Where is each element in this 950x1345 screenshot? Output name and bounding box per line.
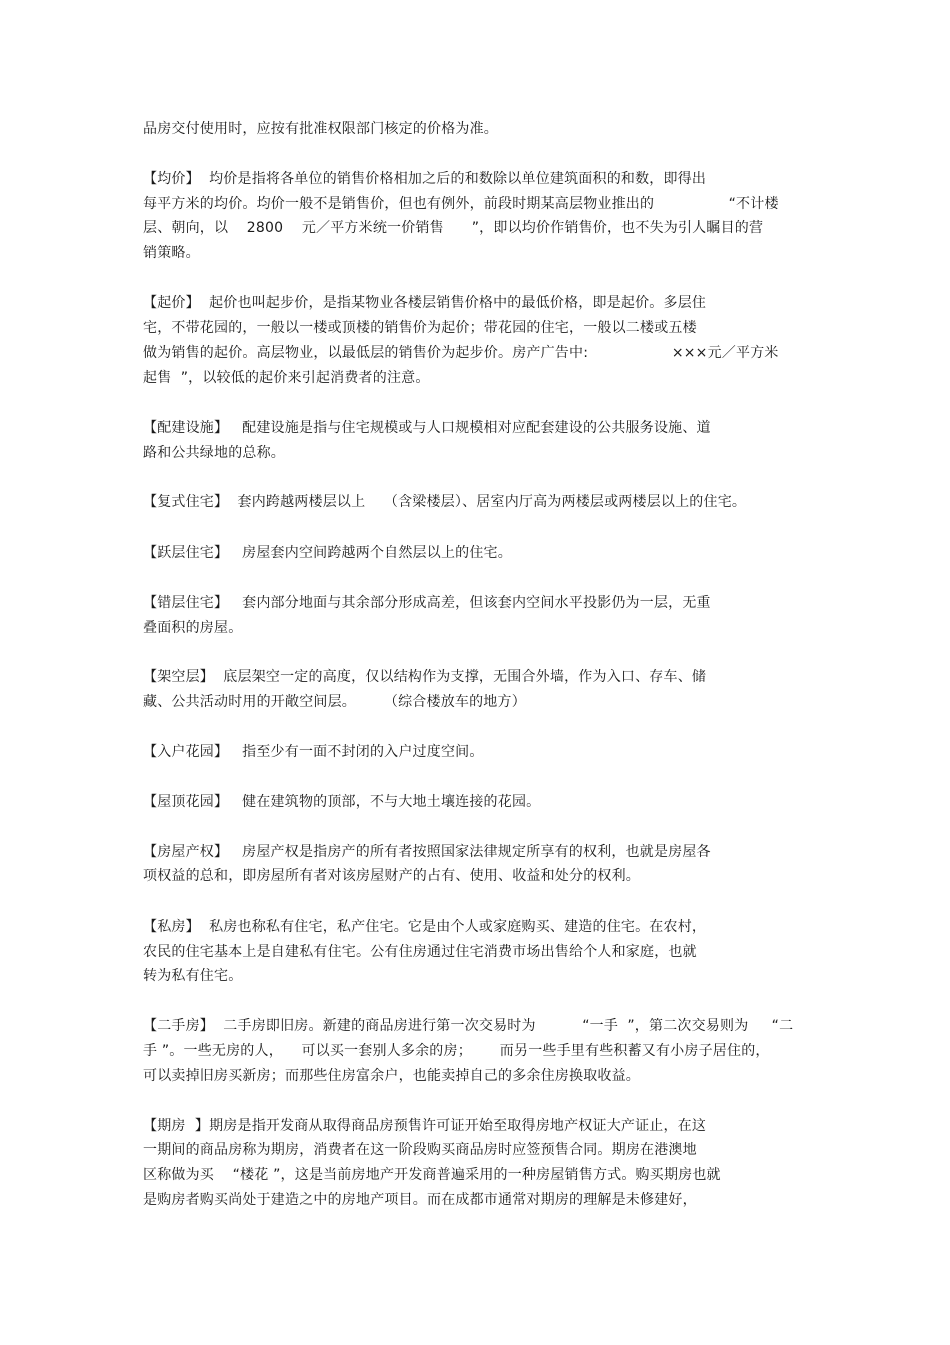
text-line: 藏、公共活动时用的开敞空间层。 （综合楼放车的地方）: [143, 694, 526, 710]
text-line: 品房交付使用时，应按有批准权限部门核定的价格为准。: [143, 121, 498, 137]
text-line: 农民的住宅基本上是自建私有住宅。公有住房通过住宅消费市场出售给个人和家庭，也就: [143, 944, 697, 960]
text-line: 销策略。: [143, 245, 200, 261]
text-line: 手 ”。一些无房的人， 可以买一套别人多余的房； 而另一些手里有些积蓄又有小房子居住的，: [143, 1043, 770, 1059]
text-line: 【架空层】 底层架空一定的高度，仅以结构作为支撑，无围合外墙，作为入口、存车、储: [143, 669, 707, 685]
text-line: 每平方米的均价。均价一般不是销售价，但也有例外，前段时期某高层物业推出的 “不计楼: [143, 196, 779, 212]
text-line: 区称做为买 “楼花 ”，这是当前房地产开发商普遍采用的一种房屋销售方式。购买期房也就: [143, 1167, 721, 1183]
text-line: 项权益的总和，即房屋所有者对该房屋财产的占有、使用、收益和处分的权利。: [143, 868, 640, 884]
text-line: 层、朝向，以 2800 元／平方米统一价销售 ”，即以均价作销售价，也不失为引人瞩目的营: [143, 220, 764, 236]
text-line: 路和公共绿地的总称。: [143, 445, 285, 461]
text-line: 【起价】 起价也叫起步价，是指某物业各楼层销售价格中的最低价格，即是起价。多层住: [143, 295, 707, 311]
text-line: 【跃层住宅】 房屋套内空间跨越两个自然层以上的住宅。: [143, 545, 512, 561]
text-line: 【私房】 私房也称私有住宅，私产住宅。它是由个人或家庭购买、建造的住宅。在农村，: [143, 919, 707, 935]
text-line: 【房屋产权】 房屋产权是指房产的所有者按照国家法律规定所享有的权利，也就是房屋各: [143, 844, 711, 860]
text-line: 【配建设施】 配建设施是指与住宅规模或与人口规模相对应配套建设的公共服务设施、道: [143, 420, 711, 436]
text-line: 叠面积的房屋。: [143, 620, 243, 636]
text-line: 是购房者购买尚处于建造之中的房地产项目。而在成都市通常对期房的理解是未修建好，: [143, 1192, 697, 1208]
text-line: 【入户花园】 指至少有一面不封闭的入户过度空间。: [143, 744, 484, 760]
text-line: 【屋顶花园】 健在建筑物的顶部，不与大地土壤连接的花园。: [143, 794, 541, 810]
text-line: 起售 ”，以较低的起价来引起消费者的注意。: [143, 370, 430, 386]
text-line: 【复式住宅】 套内跨越两楼层以上 （含梁楼层）、居室内厅高为两楼层或两楼层以上的住宅。: [143, 494, 747, 510]
text-line: 做为销售的起价。高层物业，以最低层的销售价为起步价。房产广告中: ×××元／平方米: [143, 345, 779, 361]
text-line: 转为私有住宅。: [143, 968, 243, 984]
text-line: 【错层住宅】 套内部分地面与其余部分形成高差，但该套内空间水平投影仍为一层，无重: [143, 595, 711, 611]
text-line: 一期间的商品房称为期房，消费者在这一阶段购买商品房时应签预售合同。期房在港澳地: [143, 1142, 697, 1158]
text-line: 【均价】 均价是指将各单位的销售价格相加之后的和数除以单位建筑面积的和数，即得出: [143, 171, 707, 187]
text-line: 【二手房】 二手房即旧房。新建的商品房进行第一次交易时为 “一手 ”，第二次交易则为 “二: [143, 1018, 794, 1034]
text-line: 可以卖掉旧房买新房；而那些住房富余户，也能卖掉自己的多余住房换取收益。: [143, 1068, 640, 1084]
text-line: 宅，不带花园的，一般以一楼或顶楼的销售价为起价；带花园的住宅，一般以二楼或五楼: [143, 320, 697, 336]
text-line: 【期房 】期房是指开发商从取得商品房预售许可证开始至取得房地产权证大产证止，在这: [143, 1118, 707, 1134]
